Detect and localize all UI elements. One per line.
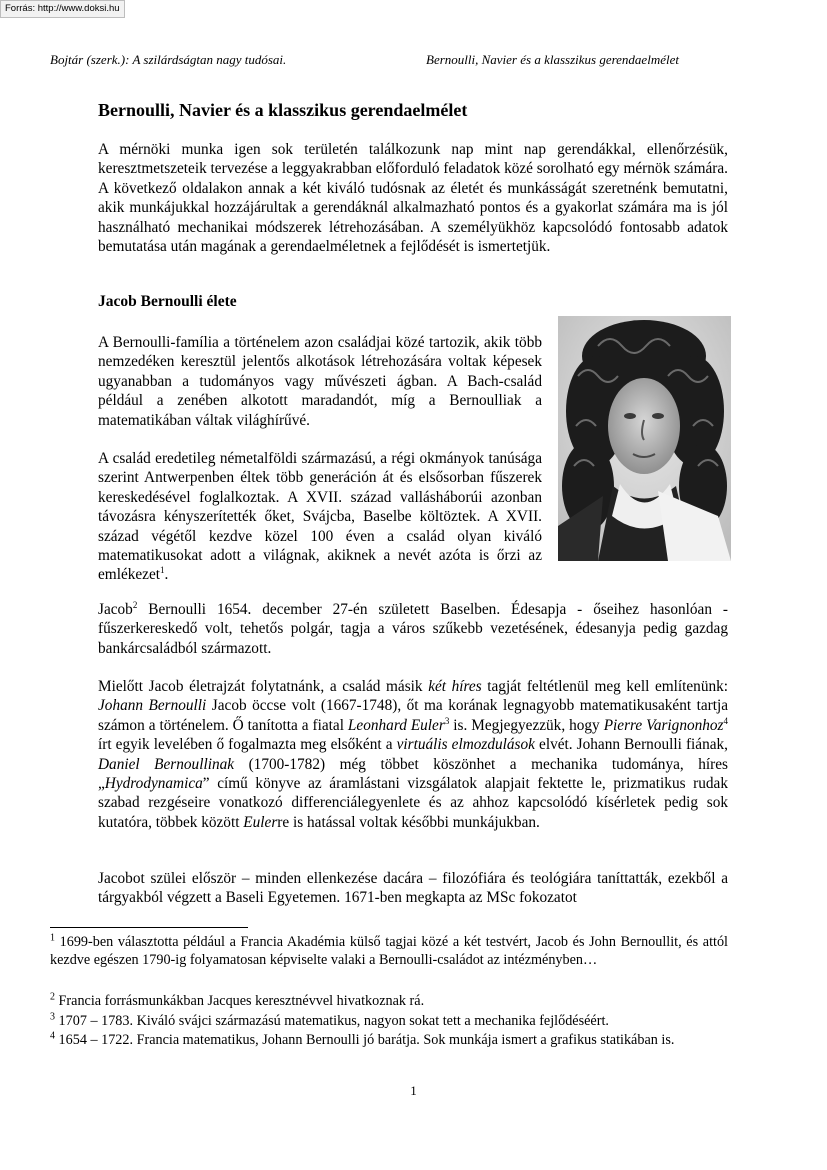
- footnote-text: 1654 – 1722. Francia matematikus, Johann Bernoulli jó barátja. Sok munkája ismert a grafikus statikában is.: [55, 1032, 675, 1048]
- footnote-2: [50, 992, 728, 1010]
- italic-segment: Johann Bernoulli: [98, 697, 207, 715]
- italic-segment: Pierre Varignonhoz: [603, 716, 724, 734]
- text-segment: ” című könyve az áramlástani vizsgálatok alapjait fektette le, prizmatikus rudak szabad rezgéseire vonatkozó differenciálegyenlete és az ahhoz kapcsolódó kísérletek pedig sok kutatóra, többek között: [98, 775, 728, 831]
- paragraph-origin-end: .: [164, 566, 169, 584]
- paragraph-birth: [98, 600, 728, 658]
- footnote-number: 1: [50, 932, 55, 944]
- italic-segment: virtuális elmozdulások: [396, 736, 535, 754]
- text-segment: is. Megjegyezzük, hogy: [449, 716, 604, 734]
- footnote-4: [50, 1031, 728, 1049]
- paragraph-birth-name: Jacob: [98, 601, 133, 618]
- footnote-separator: [50, 927, 248, 928]
- italic-segment: Hydrodynamica: [104, 775, 203, 793]
- paragraph-origin-text: A család eredetileg németalföldi származású, a régi okmányok tanúsága szerint Antwerpenben éltek több generáción át és elsősorban fűszerek kereskedésével foglalkoztak. A XVII. század vallásháborúi azonban távozásra kényszerítették őket, Svájcba, Baselbe költöztek. A XVII. század végétől kezdve közel 100 éven a család olyan kiváló matematikusokat adott a világnak, akiknek a nevét azóta is őrzi az emlékezet: [98, 450, 542, 584]
- paragraph-origin: [98, 449, 542, 585]
- text-segment: írt egyik levelében ő fogalmazta meg elsőként a: [98, 736, 397, 754]
- running-header-right: Bernoulli, Navier és a klasszikus gerendaelmélet: [426, 52, 679, 67]
- portrait-image: [558, 316, 731, 561]
- running-header-left: Bojtár (szerk.): A szilárdságtan nagy tudósai.: [50, 52, 287, 67]
- footnote-number: 4: [50, 1030, 55, 1042]
- footnote-text: Francia forrásmunkákban Jacques keresztnévvel hivatkoznak rá.: [55, 993, 425, 1009]
- footnote-text: 1699-ben választotta például a Francia Akadémia külső tagjai közé a két testvért, Jacob és John Bernoullit, és attól kezdve egészen 1790-ig folyamatosan képviselte valaki a Bernoulli-családot az intézményben…: [50, 934, 728, 968]
- footnote-ref-1[interactable]: 1: [160, 565, 165, 576]
- text-segment: tagját feltétlenül meg kell említenünk:: [481, 678, 729, 695]
- text-segment: (1700-1782) még többet köszönhet a mechanika tudománya, híres „: [98, 755, 728, 793]
- footnote-ref-4[interactable]: 4: [723, 715, 729, 726]
- page-number: 1: [410, 1083, 417, 1098]
- footnote-3: [50, 1012, 728, 1030]
- source-label: Forrás: http://www.doksi.hu: [0, 0, 125, 18]
- text-segment: Jacob öccse volt (1667-1748), őt ma korának legnagyobb matematikusaként tartja számon a történelem. Ő tanította a fiatal: [98, 697, 728, 734]
- footnote-number: 3: [50, 1011, 55, 1023]
- footnote-number: 2: [50, 991, 55, 1003]
- footnote-1: [50, 933, 728, 969]
- footnote-text: 1707 – 1783. Kiváló svájci származású matematikus, nagyon sokat tett a mechanika fejlődéséért.: [55, 1013, 609, 1029]
- text-segment: Mielőtt Jacob életrajzát folytatnánk, a család másik: [98, 678, 429, 695]
- text-segment: elvét. Johann Bernoulli fiának,: [534, 736, 728, 754]
- footnote-ref-2[interactable]: 2: [132, 599, 138, 610]
- section-title: Jacob Bernoulli élete: [98, 293, 237, 310]
- italic-segment: két híres: [428, 678, 482, 695]
- text-segment: re is hatással voltak későbbi munkájukban.: [277, 813, 540, 831]
- italic-segment: Leonhard Euler: [347, 716, 445, 734]
- italic-segment: Daniel Bernoullinak: [98, 755, 235, 773]
- italic-segment: Euler: [243, 813, 278, 831]
- intro-paragraph: A mérnöki munka igen sok területén találkozunk nap mint nap gerendákkal, ellenőrzésük, keresztmetszeteik tervezése a leggyakrabban előforduló feladatok közé sorolható egy mérnök számára. A következő oldalakon annak a két kiváló tudósnak az életét és munkásságát szeretnénk bemutatni, akik munkájukkal hozzájárultak a gerendáknál alkalmazható pontos és a gyakorlat számára ma is jól használható mechanikai módszerek létrehozásában. A személyükhöz kapcsolódó fontosabb adatok bemutatása után magának a gerendaelméletnek a fejlődését is ismertetjük.: [98, 141, 728, 256]
- footnote-ref-3[interactable]: 3: [444, 715, 450, 726]
- paragraph-birth-text: Bernoulli 1654. december 27-én született Baselben. Édesapja - őseihez hasonlóan - fűszerkereskedő volt, tehetős polgár, tagja a város szűkebb vezetésének, édesanyja pedig gazdag bankárcsaládból származott.: [98, 601, 728, 657]
- page-title: Bernoulli, Navier és a klasszikus gerendaelmélet: [98, 100, 468, 120]
- paragraph-family-members: [98, 677, 728, 832]
- paragraph-family: A Bernoulli-família a történelem azon családjai közé tartozik, akik több nemzedéken keresztül jelentős alkotások létrehozására voltak képesek ugyanabban a tudományos vagy művészeti ágban. A Bach-család például a zenében alkotott maradandót, míg a Bernoulliak a matematikában váltak világhírűvé.: [98, 334, 542, 429]
- paragraph-education: Jacobot szülei először – minden ellenkezése dacára – filozófiára és teológiára taníttatták, ezekből a tárgyakból végzett a Baseli Egyetemen. 1671-ben megkapta az MSc fokozatot: [98, 870, 728, 907]
